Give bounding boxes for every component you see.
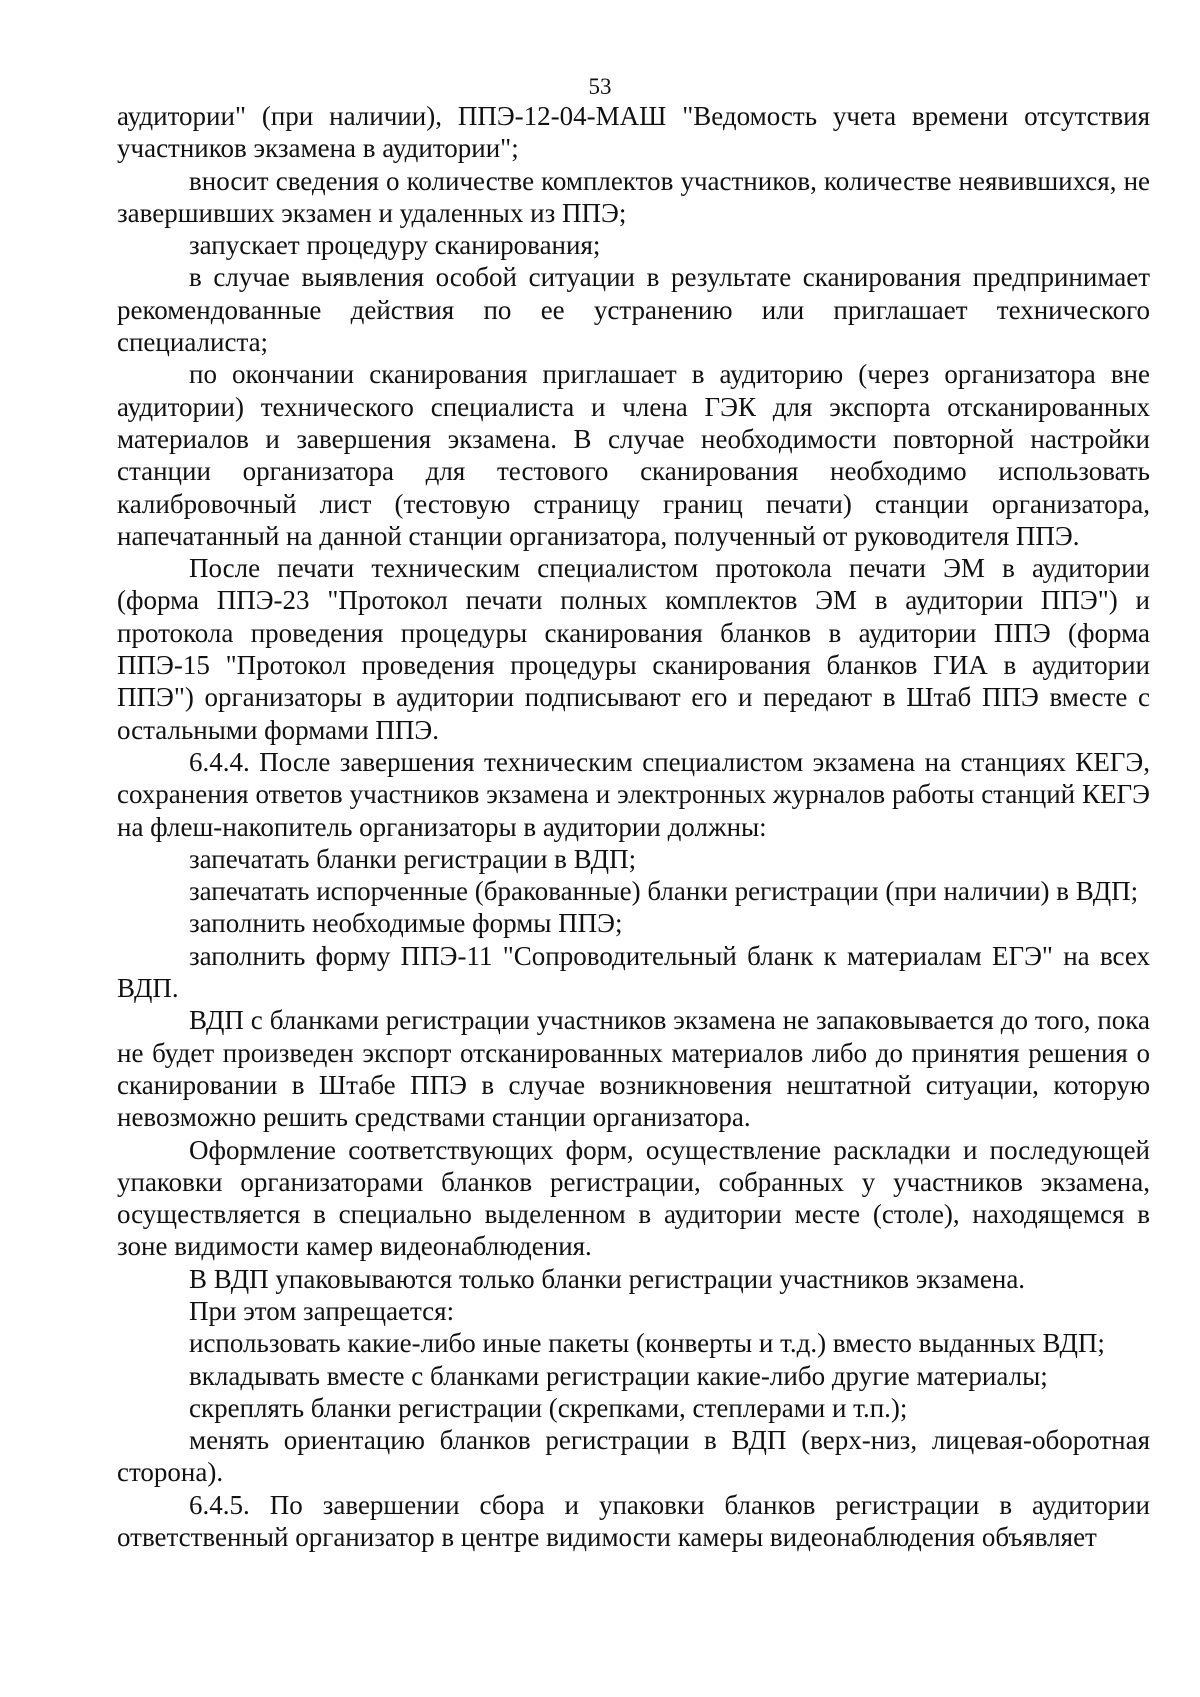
paragraph: заполнить необходимые формы ППЭ; bbox=[189, 908, 623, 939]
paragraph: использовать какие-либо иные пакеты (конверты и т.д.) вместо выданных ВДП; bbox=[189, 1328, 1105, 1359]
paragraph: 6.4.5. По завершении сбора и упаковки бланков регистрации в аудитории ответственный организатор в центре видимости камеры видеонаблюдения объявляет bbox=[117, 1489, 1150, 1553]
paragraph: вносит сведения о количестве комплектов участников, количестве неявившихся, не завершивших экзамен и удаленных из ППЭ; bbox=[117, 165, 1150, 228]
paragraph: вкладывать вместе с бланками регистрации какие-либо другие материалы; bbox=[189, 1360, 1048, 1391]
paragraph: в случае выявления особой ситуации в результате сканирования предпринимает рекомендованные действия по ее устранению или приглашает технического специалиста; bbox=[117, 262, 1150, 358]
paragraph: аудитории" (при наличии), ППЭ-12-04-МАШ "Ведомость учета времени отсутствия участников экзамена в аудитории"; bbox=[117, 101, 1150, 164]
paragraph: В ВДП упаковываются только бланки регистрации участников экзамена. bbox=[189, 1263, 1026, 1294]
document-body bbox=[117, 100, 1150, 1553]
paragraph: После печати техническим специалистом протокола печати ЭМ в аудитории (форма ППЭ-23 "Протокол печати полных комплектов ЭМ в аудитории ППЭ") и протокола проведения процедуры сканирования бланков в аудитории ППЭ (форма ППЭ-15 "Протокол проведения процедуры сканирования бланков ГИА в аудитории ППЭ") организаторы в аудитории подписывают его и передают в Штаб ППЭ вместе с остальными формами ППЭ. bbox=[117, 553, 1150, 745]
paragraph: менять ориентацию бланков регистрации в ВДП (верх-низ, лицевая-оборотная сторона). bbox=[117, 1425, 1150, 1488]
paragraph: по окончании сканирования приглашает в аудиторию (через организатора вне аудитории) технического специалиста и члена ГЭК для экспорта отсканированных материалов и завершения экзамена. В случае необходимости повторной настройки станции организатора для тестового сканирования необходимо использовать калибровочный лист (тестовую страницу границ печати) станции организатора, напечатанный на данной станции организатора, полученный от руководителя ППЭ. bbox=[117, 359, 1150, 551]
paragraph: скреплять бланки регистрации (скрепками, степлерами и т.п.); bbox=[189, 1392, 908, 1423]
paragraph: запечатать бланки регистрации в ВДП; bbox=[189, 843, 637, 874]
paragraph: ВДП с бланками регистрации участников экзамена не запаковывается до того, пока не будет произведен экспорт отсканированных материалов либо до принятия решения о сканировании в Штабе ППЭ в случае возникновения нештатной ситуации, которую невозможно решить средствами станции организатора. bbox=[117, 1005, 1150, 1133]
page-number: 53 bbox=[588, 74, 612, 99]
paragraph: При этом запрещается: bbox=[189, 1295, 455, 1326]
paragraph: Оформление соответствующих форм, осуществление раскладки и последующей упаковки организаторами бланков регистрации, собранных у участников экзамена, осуществляется в специально выделенном в аудитории месте (столе), находящемся в зоне видимости камер видеонаблюдения. bbox=[117, 1134, 1150, 1262]
paragraph: запечатать испорченные (бракованные) бланки регистрации (при наличии) в ВДП; bbox=[189, 876, 1139, 907]
paragraph: заполнить форму ППЭ-11 "Сопроводительный бланк к материалам ЕГЭ" на всех ВДП. bbox=[117, 940, 1150, 1004]
paragraph: 6.4.4. После завершения техническим специалистом экзамена на станциях КЕГЭ, сохранения ответов участников экзамена и электронных журналов работы станций КЕГЭ на флеш-накопитель организаторы в аудитории должны: bbox=[117, 746, 1150, 842]
paragraph: запускает процедуру сканирования; bbox=[189, 230, 601, 261]
